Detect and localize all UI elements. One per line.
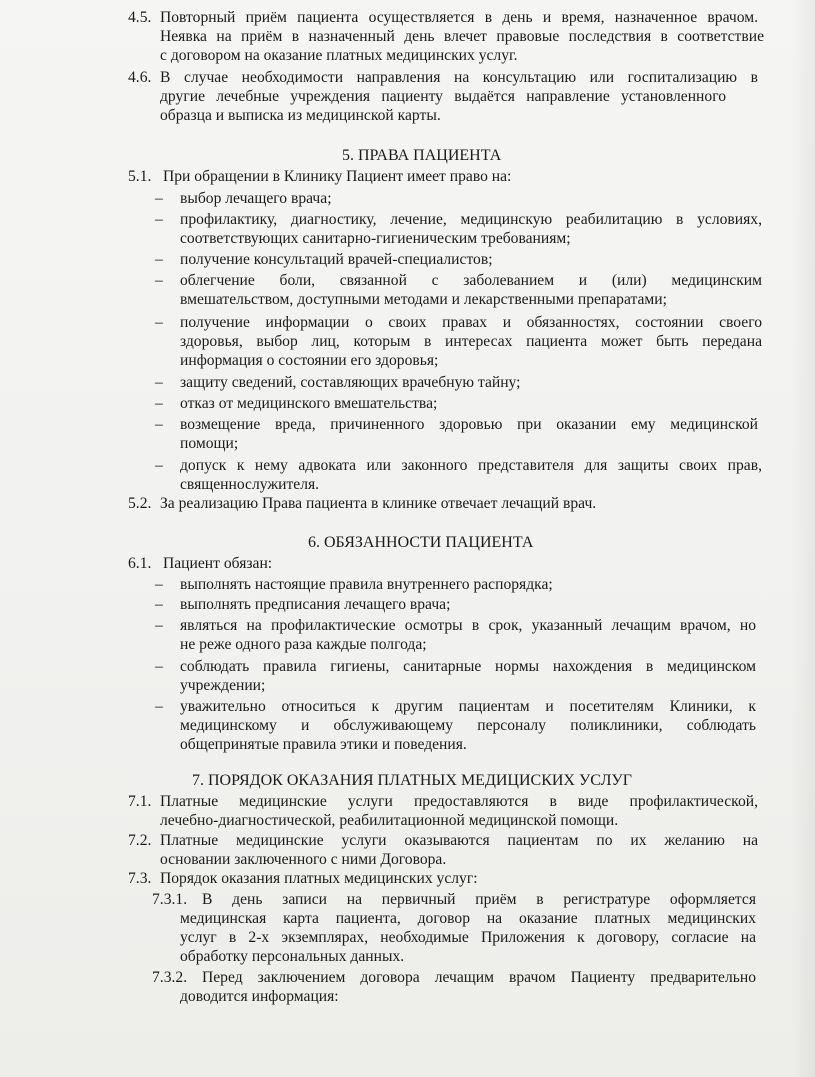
bullet-dash: – bbox=[155, 251, 163, 268]
clause-7-1-line-2: лечебно-диагностической, реабилитационной медицинской помощи. bbox=[160, 812, 619, 829]
duty-6-item-5-line-2: медицинскому и обслуживающему персоналу поликлиники, соблюдать bbox=[180, 717, 756, 734]
page-edge-shadow bbox=[791, 0, 815, 1077]
bullet-dash: – bbox=[155, 272, 163, 289]
right-5-item-4-line-2: вмешательством, доступными методами и лекарственными препаратами; bbox=[180, 291, 667, 308]
bullet-dash: – bbox=[155, 395, 163, 412]
right-5-item-2-line-2: соответствующих санитарно-гигиеническим требованиям; bbox=[180, 230, 571, 247]
section-5-heading: 5. ПРАВА ПАЦИЕНТА bbox=[342, 147, 502, 164]
clause-5-1-text: При обращении в Клинику Пациент имеет право на: bbox=[163, 168, 512, 185]
duty-6-item-4-line-2: учреждении; bbox=[180, 677, 266, 694]
clause-7-3-2-line-2: доводится информация: bbox=[180, 988, 339, 1005]
clause-7-1-number: 7.1. bbox=[128, 793, 152, 810]
right-5-item-5-line-1: получение информации о своих правах и обязанностях, состоянии своего bbox=[180, 314, 762, 331]
right-5-item-3: получение консультаций врачей-специалистов; bbox=[180, 251, 493, 268]
clause-4-6-line-3: образца и выписка из медицинской карты. bbox=[160, 107, 441, 124]
bullet-dash: – bbox=[155, 416, 163, 433]
clause-7-3-1-line-2: медицинская карта пациента, договор на оказание платных медицинских bbox=[180, 910, 756, 927]
clause-4-5-line-2: Неявка на приём в назначенный день влечет правовые последствия в соответствие bbox=[160, 28, 764, 45]
clause-7-3-1-line-4: обработку персональных данных. bbox=[180, 948, 405, 965]
clause-6-1-number: 6.1. bbox=[128, 555, 152, 572]
clause-4-6-number: 4.6. bbox=[128, 69, 152, 86]
duty-6-item-3-line-1: являться на профилактические осмотры в срок, указанный лечащим врачом, но bbox=[180, 617, 756, 634]
clause-5-1-number: 5.1. bbox=[128, 168, 152, 185]
clause-4-5-line-1: Повторный приём пациента осуществляется в день и время, назначенное врачом. bbox=[160, 9, 758, 26]
bullet-dash: – bbox=[155, 617, 163, 634]
duty-6-item-1: выполнять настоящие правила внутреннего распорядка; bbox=[180, 576, 553, 593]
clause-7-3-2-line-1: Перед заключением договора лечащим врачом Пациенту предварительно bbox=[202, 969, 756, 986]
clause-5-2-number: 5.2. bbox=[128, 495, 152, 512]
right-5-item-2-line-1: профилактику, диагностику, лечение, медицинскую реабилитацию в условиях, bbox=[180, 211, 762, 228]
bullet-dash: – bbox=[155, 314, 163, 331]
clause-7-3-text: Порядок оказания платных медицинских услуг: bbox=[160, 870, 478, 887]
clause-7-2-number: 7.2. bbox=[128, 832, 152, 849]
clause-7-1-line-1: Платные медицинские услуги предоставляются в виде профилактической, bbox=[160, 793, 758, 810]
bullet-dash: – bbox=[155, 374, 163, 391]
clause-4-5-number: 4.5. bbox=[128, 9, 152, 26]
bullet-dash: – bbox=[155, 457, 163, 474]
bullet-dash: – bbox=[155, 658, 163, 675]
clause-7-3-1-line-1: В день записи на первичный приём в регистратуре оформляется bbox=[202, 891, 756, 908]
bullet-dash: – bbox=[155, 698, 163, 715]
right-5-item-9-line-2: священнослужителя. bbox=[180, 476, 320, 493]
bullet-dash: – bbox=[155, 576, 163, 593]
section-7-heading: 7. ПОРЯДОК ОКАЗАНИЯ ПЛАТНЫХ МЕДИЦИСКИХ УСЛУГ bbox=[192, 772, 632, 789]
right-5-item-7: отказ от медицинского вмешательства; bbox=[180, 395, 438, 412]
clause-4-5-line-3: с договором на оказание платных медицинских услуг. bbox=[160, 47, 518, 64]
right-5-item-9-line-1: допуск к нему адвоката или законного представителя для защиты своих прав, bbox=[180, 457, 762, 474]
bullet-dash: – bbox=[155, 211, 163, 228]
clause-7-2-line-2: основании заключенного с ними Договора. bbox=[160, 851, 447, 868]
right-5-item-1: выбор лечащего врача; bbox=[180, 190, 332, 207]
section-6-heading: 6. ОБЯЗАННОСТИ ПАЦИЕНТА bbox=[308, 534, 534, 551]
clause-7-3-number: 7.3. bbox=[128, 870, 152, 887]
clause-7-2-line-1: Платные медицинские услуги оказываются пациентам по их желанию на bbox=[160, 832, 758, 849]
duty-6-item-3-line-2: не реже одного раза каждые полгода; bbox=[180, 636, 427, 653]
clause-4-6-line-2: другие лечебные учреждения пациенту выдаётся направление установленного bbox=[160, 88, 726, 105]
right-5-item-8-line-2: помощи; bbox=[180, 435, 239, 452]
clause-7-3-1-line-3: услуг в 2-х экземплярах, необходимые Приложения к договору, согласие на bbox=[180, 929, 756, 946]
bullet-dash: – bbox=[155, 190, 163, 207]
right-5-item-8-line-1: возмещение вреда, причиненного здоровью при оказании ему медицинской bbox=[180, 416, 758, 433]
clause-5-2-text: За реализацию Права пациента в клинике отвечает лечащий врач. bbox=[160, 495, 597, 512]
duty-6-item-4-line-1: соблюдать правила гигиены, санитарные нормы нахождения в медицинском bbox=[180, 658, 756, 675]
clause-4-6-line-1: В случае необходимости направления на консультацию или госпитализацию в bbox=[160, 69, 758, 86]
right-5-item-5-line-2: здоровья, выбор лиц, которым в интересах пациента может быть передана bbox=[180, 333, 762, 350]
right-5-item-6: защиту сведений, составляющих врачебную тайну; bbox=[180, 374, 521, 391]
duty-6-item-2: выполнять предписания лечащего врача; bbox=[180, 596, 451, 613]
right-5-item-4-line-1: облегчение боли, связанной с заболеванием и (или) медицинским bbox=[180, 272, 762, 289]
bullet-dash: – bbox=[155, 596, 163, 613]
clause-6-1-text: Пациент обязан: bbox=[163, 555, 273, 572]
right-5-item-5-line-3: информация о состоянии его здоровья; bbox=[180, 352, 439, 369]
duty-6-item-5-line-1: уважительно относиться к другим пациентам и посетителям Клиники, к bbox=[180, 698, 756, 715]
clause-7-3-1-number: 7.3.1. bbox=[152, 891, 188, 908]
clause-7-3-2-number: 7.3.2. bbox=[152, 969, 188, 986]
duty-6-item-5-line-3: общепринятые правила этики и поведения. bbox=[180, 736, 467, 753]
